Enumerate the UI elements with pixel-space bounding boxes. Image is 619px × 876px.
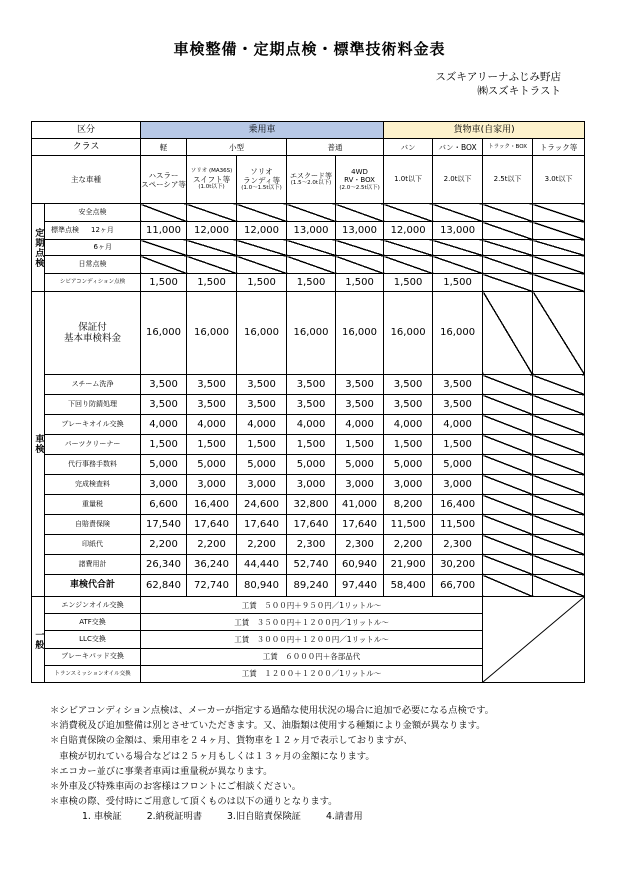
total-cell: 66,700: [433, 575, 483, 597]
price-cell: 4,000: [237, 415, 287, 435]
price-cell: 1,500: [336, 435, 384, 455]
price-cell: 4,000: [141, 415, 187, 435]
class-van-box: バン・BOX: [433, 139, 483, 156]
notes: [50, 703, 494, 825]
general-price: 工賃 ６０００円＋各部品代: [141, 648, 483, 665]
price-cell: 12,000: [384, 222, 433, 240]
model-cell: エスクード等 (1.5～2.0t以下): [287, 156, 336, 204]
price-cell: 3,000: [187, 475, 237, 495]
class-label: クラス: [32, 139, 141, 156]
price-cell: 12,000: [237, 222, 287, 240]
row-label: トランスミッションオイル交換: [45, 665, 141, 682]
price-cell: 3,000: [237, 475, 287, 495]
price-cell: 1,500: [141, 435, 187, 455]
price-cell: 3,000: [433, 475, 483, 495]
row-engine-oil: [32, 597, 585, 614]
price-cell: 3,500: [336, 375, 384, 395]
row-stamp: [32, 535, 585, 555]
row-label: 安全点検: [45, 204, 141, 222]
price-cell: 3,500: [237, 375, 287, 395]
row-label: 印紙代: [45, 535, 141, 555]
price-cell: 16,000: [287, 292, 336, 375]
row-safety: [32, 204, 585, 222]
price-cell: 4,000: [384, 415, 433, 435]
row-12month: [32, 222, 585, 240]
price-cell: 17,640: [237, 515, 287, 535]
price-cell: 1,500: [237, 435, 287, 455]
price-cell: 1,500: [287, 274, 336, 292]
header-row-kubun: [32, 122, 585, 139]
diagonal-slash: [483, 597, 584, 682]
price-cell: 44,440: [237, 555, 287, 575]
model-cell: 1.0t以下: [384, 156, 433, 204]
model-cell: ソリオ ランディ等 (1.0～1.5t以下): [237, 156, 287, 204]
price-cell: 3,000: [141, 475, 187, 495]
header-row-models: [32, 156, 585, 204]
price-cell: 1,500: [187, 435, 237, 455]
total-cell: 89,240: [287, 575, 336, 597]
price-cell: 60,940: [336, 555, 384, 575]
kubun-label: 区分: [32, 122, 141, 139]
price-cell: 3,500: [433, 395, 483, 415]
row-total: [32, 575, 585, 597]
price-cell: 5,000: [336, 455, 384, 475]
price-cell: 12,000: [187, 222, 237, 240]
price-cell: 3,500: [287, 375, 336, 395]
total-label: 車検代合計: [45, 575, 141, 597]
price-cell: 5,000: [287, 455, 336, 475]
price-cell: 16,000: [141, 292, 187, 375]
price-cell: 1,500: [433, 435, 483, 455]
passenger-header: 乗用車: [141, 122, 384, 139]
section-general: 一般: [32, 597, 45, 683]
shop-info: [435, 70, 561, 98]
price-cell: 3,500: [187, 395, 237, 415]
total-cell: 62,840: [141, 575, 187, 597]
price-cell: 3,000: [287, 475, 336, 495]
row-label: 日常点検: [45, 256, 141, 274]
price-cell: 4,000: [287, 415, 336, 435]
section-inspection: 定期点検: [32, 204, 45, 292]
class-van: バン: [384, 139, 433, 156]
note-line: ＊エコカー並びに事業者車両は重量税が異なります。: [50, 765, 273, 777]
class-kei: 軽: [141, 139, 187, 156]
note-line: ＊消費税及び追加整備は別とさせていただきます。又、油脂類は使用する種類により金額が異なります。: [50, 720, 486, 732]
row-rustproof: [32, 395, 585, 415]
row-label: スチーム洗浄: [45, 375, 141, 395]
price-cell: 1,500: [336, 274, 384, 292]
price-cell: 17,640: [336, 515, 384, 535]
price-cell: 3,500: [336, 395, 384, 415]
price-cell: 5,000: [384, 455, 433, 475]
price-cell: 26,340: [141, 555, 187, 575]
price-cell: 17,640: [287, 515, 336, 535]
model-cell: 4WD RV・BOX (2.0～2.5t以下): [336, 156, 384, 204]
price-cell: 1,500: [141, 274, 187, 292]
price-cell: 16,000: [336, 292, 384, 375]
total-cell: 97,440: [336, 575, 384, 597]
class-truck: トラック等: [533, 139, 585, 156]
price-cell: 5,000: [237, 455, 287, 475]
row-label-standard: 標準点検 12ヶ月: [45, 222, 141, 240]
price-cell: 11,500: [384, 515, 433, 535]
price-cell: 3,500: [141, 395, 187, 415]
row-label: ブレーキパッド交換: [45, 648, 141, 665]
price-cell: 8,200: [384, 495, 433, 515]
price-cell: 52,740: [287, 555, 336, 575]
price-cell: 3,500: [287, 395, 336, 415]
price-cell: 16,000: [187, 292, 237, 375]
price-cell: 2,200: [384, 535, 433, 555]
class-normal: 普通: [287, 139, 384, 156]
price-cell: 16,400: [187, 495, 237, 515]
price-cell: 13,000: [433, 222, 483, 240]
price-cell: 36,240: [187, 555, 237, 575]
price-cell: 3,500: [433, 375, 483, 395]
price-cell: 13,000: [336, 222, 384, 240]
row-label: 自賠責保険: [45, 515, 141, 535]
row-label: ブレーキオイル交換: [45, 415, 141, 435]
price-cell: 17,640: [187, 515, 237, 535]
price-cell: 5,000: [141, 455, 187, 475]
document-item: 4.請書用: [325, 811, 363, 823]
general-price: 工賃 ５００円＋９５０円／1リットル～: [141, 597, 483, 614]
document-item: 1. 車検証: [82, 811, 122, 823]
price-cell: 11,000: [141, 222, 187, 240]
row-label: 代行事務手数料: [45, 455, 141, 475]
price-cell: 3,500: [384, 375, 433, 395]
row-expense-total: [32, 555, 585, 575]
price-cell: 21,900: [384, 555, 433, 575]
total-cell: 58,400: [384, 575, 433, 597]
shop-name: スズキアリーナふじみ野店: [435, 71, 561, 83]
document-item: 2.納税証明書: [146, 811, 203, 823]
price-cell: 11,500: [433, 515, 483, 535]
price-cell: 2,200: [237, 535, 287, 555]
price-cell: 16,000: [384, 292, 433, 375]
price-cell: 24,600: [237, 495, 287, 515]
price-cell: 4,000: [187, 415, 237, 435]
main-models-label: 主な車種: [32, 156, 141, 204]
price-cell: 1,500: [187, 274, 237, 292]
company-name: ㈱スズキトラスト: [477, 85, 561, 97]
row-basic: [32, 292, 585, 375]
price-cell: 32,800: [287, 495, 336, 515]
price-cell: 1,500: [384, 274, 433, 292]
price-cell: 4,000: [433, 415, 483, 435]
row-brake-oil: [32, 415, 585, 435]
price-cell: 3,500: [237, 395, 287, 415]
note-line: ＊シビアコンディション点検は、メーカーが指定する過酷な使用状況の場合に追加で必要になる点検です。: [50, 705, 494, 716]
price-cell: 1,500: [433, 274, 483, 292]
row-label: 重量税: [45, 495, 141, 515]
price-cell: 3,500: [141, 375, 187, 395]
required-documents: [50, 809, 494, 824]
row-severe: [32, 274, 585, 292]
note-line: ＊自賠責保険の金額は、乗用車を２４ヶ月、貨物車を１２ヶ月で表示しておりますが、: [50, 735, 413, 747]
row-label: ATF交換: [45, 614, 141, 631]
row-label-basic: 保証付 基本車検料金: [45, 292, 141, 375]
note-line: ＊外車及び特殊車両のお客様はフロントにご相談ください。: [50, 781, 302, 793]
cargo-header: 貨物車(自家用): [384, 122, 585, 139]
note-line: ＊車検の際、受付時にご用意して頂くものは以下の通りとなります。: [50, 796, 338, 808]
row-label: エンジンオイル交換: [45, 597, 141, 614]
row-daily: [32, 256, 585, 274]
row-label: 完成検査料: [45, 475, 141, 495]
price-cell: 16,000: [237, 292, 287, 375]
price-cell: 2,200: [187, 535, 237, 555]
general-price: 工賃 ３０００円＋１２００円／1リットル～: [141, 631, 483, 648]
row-label: 6ヶ月: [45, 240, 141, 256]
price-cell: 3,500: [384, 395, 433, 415]
general-price: 工賃 １２００＋１２００／1リットル～: [141, 665, 483, 682]
rate-table: [31, 121, 585, 683]
row-label: 諸費用計: [45, 555, 141, 575]
row-label: シビアコンディション点検: [45, 274, 141, 292]
price-cell: 1,500: [287, 435, 336, 455]
model-cell: 2.0t以下: [433, 156, 483, 204]
price-cell: 2,300: [336, 535, 384, 555]
header-row-class: [32, 139, 585, 156]
total-cell: 80,940: [237, 575, 287, 597]
row-label: 下回り防錆処理: [45, 395, 141, 415]
class-truck-box: トラック・BOX: [483, 139, 533, 156]
price-cell: 1,500: [384, 435, 433, 455]
row-label: パーツクリーナー: [45, 435, 141, 455]
price-cell: 3,000: [336, 475, 384, 495]
price-cell: 17,540: [141, 515, 187, 535]
total-cell: 72,740: [187, 575, 237, 597]
row-steam: [32, 375, 585, 395]
row-insurance: [32, 515, 585, 535]
model-cell: 2.5t以下: [483, 156, 533, 204]
section-shaken: 車検: [32, 292, 45, 597]
price-cell: 2,300: [287, 535, 336, 555]
row-6month: [32, 240, 585, 256]
price-cell: 5,000: [433, 455, 483, 475]
model-cell: 3.0t以下: [533, 156, 585, 204]
price-cell: 1,500: [237, 274, 287, 292]
page-title: 車検整備・定期点検・標準技術料金表: [173, 40, 446, 58]
price-cell: 5,000: [187, 455, 237, 475]
price-cell: 6,600: [141, 495, 187, 515]
row-label: LLC交換: [45, 631, 141, 648]
row-weight-tax: [32, 495, 585, 515]
price-cell: 4,000: [336, 415, 384, 435]
model-cell: ソリオ (MA36S) スイフト等 (1.0t以下): [187, 156, 237, 204]
general-price: 工賃 ３５００円＋１２００円／1リットル～: [141, 614, 483, 631]
general-empty: [483, 597, 585, 683]
price-cell: 41,000: [336, 495, 384, 515]
row-parts-cleaner: [32, 435, 585, 455]
price-cell: 16,000: [433, 292, 483, 375]
price-cell: 13,000: [287, 222, 336, 240]
document-item: 3.旧自賠責保険証: [227, 811, 301, 823]
price-cell: 2,200: [141, 535, 187, 555]
price-cell: 2,300: [433, 535, 483, 555]
row-agency-fee: [32, 455, 585, 475]
model-cell: ハスラー スペーシア等: [141, 156, 187, 204]
price-cell: 16,400: [433, 495, 483, 515]
note-line: 車検が切れている場合などは２５ヶ月もしくは１３ヶ月の金額になります。: [50, 750, 375, 762]
price-cell: 3,500: [187, 375, 237, 395]
row-final-inspection: [32, 475, 585, 495]
class-small: 小型: [187, 139, 287, 156]
price-cell: 30,200: [433, 555, 483, 575]
price-cell: 3,000: [384, 475, 433, 495]
